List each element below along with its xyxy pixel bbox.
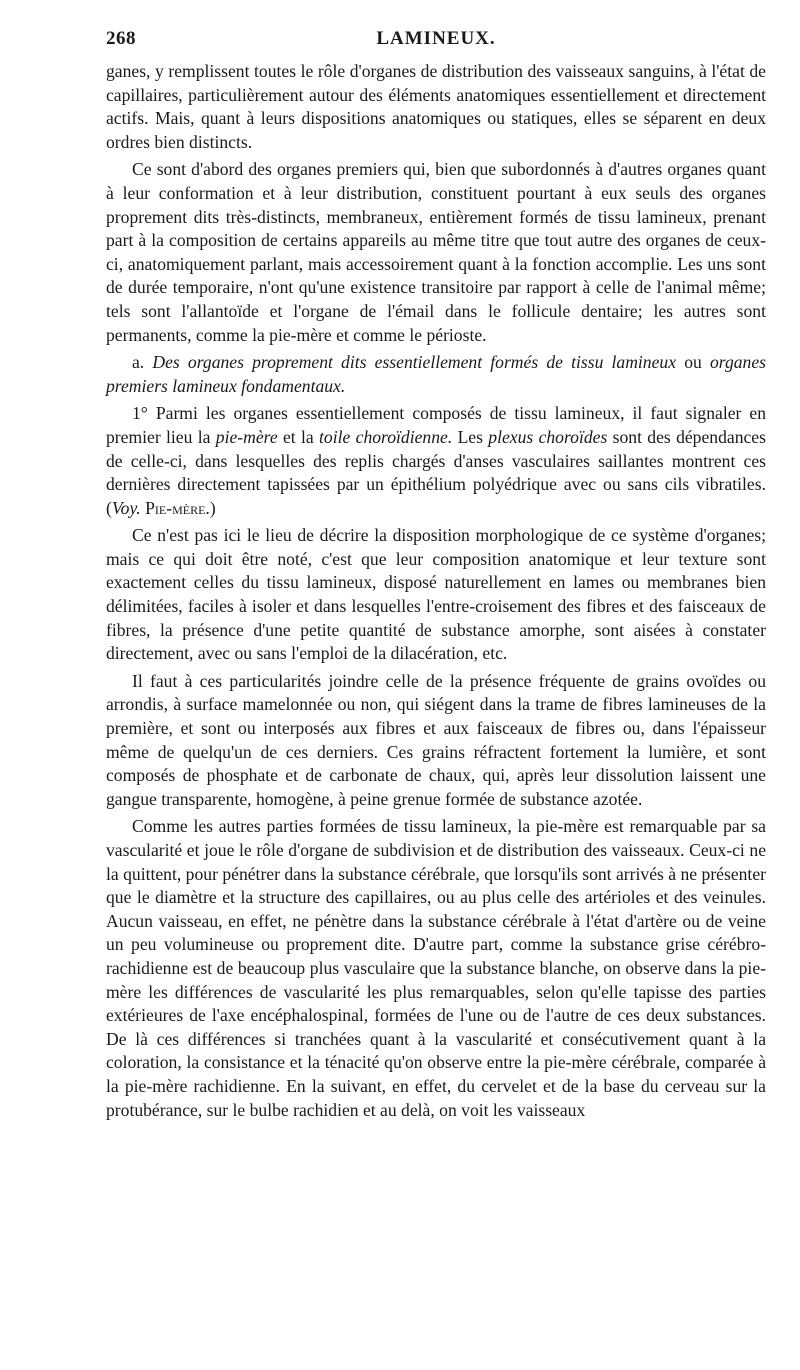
term-pie-mere: pie-mère [215, 426, 278, 447]
paragraph-6: Comme les autres parties formées de tissu lamineux, la pie-mère est remarquable par sa vascularité et joue le rôle d'organe de subdivision et de distribution des vaisseaux. Ceux-ci ne la quittent, pour pénétrer dans la substance cérébrale, que lorsqu'ils sont arrivés à ne présenter que le diamètre et la structure des capillaires, ou au plus celle des artérioles et des veinules. Aucun vaisseau, en effet, ne pénètre dans la substance cérébrale à l'état d'artère ou de veine un peu volumineuse ou proprement dite. D'autre part, comme la substance grise cérébro-rachidienne est de beaucoup plus vasculaire que la substance blanche, on observe dans la pie-mère les différences de vascularité les plus remarquables, selon qu'elle tapisse des parties extérieures de l'axe encéphalospinal, formées de l'une ou de l'autre de ces deux substances. De là ces différences si tranchées quant à la vascularité et consécutivement quant à la coloration, la consistance et la ténacité qu'on observe entre la pie-mère cérébrale, comparée à la pie-mère rachidienne. En la suivant, en effet, du cervelet et de la base du cerveau sur la protubérance, sur le bulbe rachidien et au delà, on voit les vaisseaux [106, 816, 766, 1120]
page-header [106, 26, 766, 60]
book-page [106, 26, 766, 1122]
paragraph-4: Ce n'est pas ici le lieu de décrire la disposition morphologique de ce système d'organes; mais ce qui doit être noté, c'est que leur composition anatomique et leur texture sont exactement celles du tissu lamineux, disposé naturellement en lames ou membranes bien délimitées, faciles à isoler et dans lesquelles l'entre-croisement des fibres et des faisceaux de fibres, la présence d'une petite quantité de substance amorphe, sont aisées à constater directement, avec ou sans l'emploi de la dilacération, etc. [106, 525, 766, 664]
paragraph-5: Il faut à ces particularités joindre celle de la présence fréquente de grains ovoïdes ou arrondis, à surface mamelonnée ou non, qui siégent dans la trame de fibres lamineuses de la première, et sont ou interposés aux fibres et aux faisceaux de fibres ou, dans l'épaisseur même de quelqu'un de ces derniers. Ces grains réfractent fortement la lumière, et sont composés de phosphate et de carbonate de chaux, qui, après leur dissolution laissent une gangue transparente, homogène, à peine grenue formée de substance azotée. [106, 670, 766, 809]
paragraph-1: ganes, y remplissent toutes le rôle d'organes de distribution des vaisseaux sanguins, à l'état de capillaires, particulièrement autour des éléments anatomiques essentiellement et directement actifs. Mais, quant à leurs dispositions anatomiques ou statiques, elles se séparent en deux ordres bien distincts. [106, 61, 766, 152]
section-title-italic-2: organes premiers lamineux fondamentaux. [106, 352, 767, 396]
section-title-italic: Des organes proprement dits essentiellement formés de tissu lamineux [152, 352, 677, 373]
running-title: LAMINEUX. [376, 28, 496, 49]
paragraph-2: Ce sont d'abord des organes premiers qui, bien que subordonnés à d'autres organes quant à leur conformation et à leur distribution, constituent pourtant à eux seuls des organes proprement dits très-distincts, membraneux, entièrement formés de tissu lamineux, prenant part à la composition de certains appareils au même titre que tout autre des organes de ceux-ci, anatomiquement parlant, mais accessoirement quant à la fonction accomplie. Les uns sont de durée temporaire, n'ont qu'une existence transitoire par rapport à celle de l'animal même; tels sont l'allantoïde et l'organe de l'émail dans le follicule dentaire; les autres sont permanents, comme la pie-mère et comme le périoste. [106, 159, 766, 345]
section-label: a. [132, 352, 145, 373]
cross-ref-pie-mere: Pie-mère. [145, 497, 210, 518]
p3-text-rest: sont des dépendances de celle-ci, dans lesquelles des replis chargés d'anses vasculaires saillantes montrent ces dernières directement tapissées par un épithélium polyédrique avec ou sans cils vibratiles. ( [106, 426, 766, 518]
paragraph-3 [106, 402, 766, 520]
section-connector: ou [684, 352, 702, 373]
p3-close-paren: ) [209, 497, 216, 518]
term-toile-choroidienne: toile choroïdienne. [319, 426, 453, 447]
term-plexus-choroides: plexus choroïdes [488, 426, 608, 447]
p3-text-et: et la [282, 426, 314, 447]
cross-ref-voy: Voy. [111, 497, 141, 518]
page-number: 268 [106, 28, 136, 49]
section-heading-a [106, 351, 766, 398]
p3-text-start: 1° Parmi les organes essentiellement composés de tissu lamineux, il faut signaler en premier lieu la [106, 403, 766, 447]
p3-text-les: Les [457, 426, 483, 447]
